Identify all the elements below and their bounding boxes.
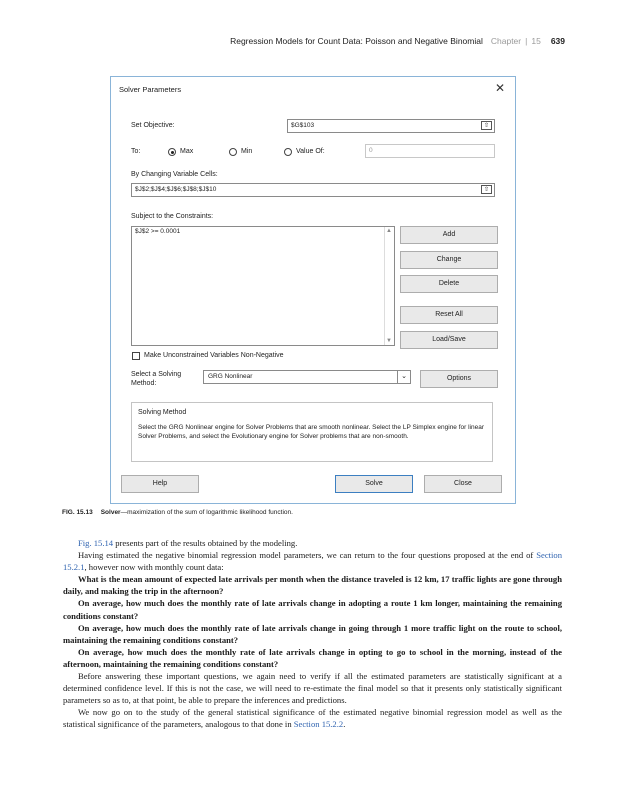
change-button[interactable]: Change: [400, 251, 498, 269]
scroll-up-icon[interactable]: ▲: [386, 228, 392, 234]
running-head: [230, 36, 565, 46]
to-label: To:: [131, 148, 141, 155]
radio-value-of[interactable]: [284, 148, 292, 156]
radio-value-of-label: Value Of:: [296, 148, 325, 155]
scroll-down-icon[interactable]: ▼: [386, 338, 392, 344]
figure-caption: [62, 509, 293, 516]
changing-cells-label: By Changing Variable Cells:: [131, 171, 218, 178]
radio-min[interactable]: [229, 148, 237, 156]
constraints-label: Subject to the Constraints:: [131, 213, 214, 220]
collapse-dialog-icon[interactable]: ⇧: [481, 185, 492, 194]
changing-cells-value: $J$2;$J$4;$J$6;$J$8;$J$10: [135, 186, 217, 193]
section-link[interactable]: Section 15.2.1: [63, 550, 562, 573]
unconstrained-checkbox[interactable]: [132, 352, 140, 360]
constraint-item[interactable]: $J$2 >= 0.0001: [135, 228, 181, 235]
set-objective-input[interactable]: [287, 119, 495, 133]
figure-label: FIG. 15.13: [62, 509, 93, 516]
caption-text: —maximization of the sum of logarithmic likelihood function.: [120, 509, 293, 516]
section-link[interactable]: Section 15.2.2: [293, 719, 344, 730]
paragraph: [63, 537, 562, 549]
paragraph-text: , however now with monthly count data:: [84, 562, 224, 573]
paragraph: [63, 706, 562, 730]
solving-method-label: Select a Solving: [131, 371, 182, 378]
running-head-separator: |: [525, 36, 528, 46]
collapse-dialog-icon[interactable]: ⇧: [481, 121, 492, 130]
chevron-down-icon[interactable]: ⌄: [397, 371, 410, 383]
changing-cells-input[interactable]: [131, 183, 495, 197]
paragraph-text: presents part of the results obtained by the modeling.: [113, 538, 298, 548]
running-head-chapter: Chapter: [490, 36, 522, 46]
body-text: [63, 537, 562, 731]
set-objective-label: Set Objective:: [131, 122, 175, 129]
radio-min-label: Min: [241, 148, 253, 155]
dialog-title: Solver Parameters: [119, 85, 182, 94]
add-button[interactable]: Add: [400, 226, 498, 244]
help-button[interactable]: Help: [121, 475, 199, 493]
solving-method-group: [131, 402, 493, 462]
paragraph: Before answering these important questions, we again need to verify if all the estimated parameters are statistically significant at a determined confidence level. If this is not the case, we will need to re-estimate the final model so that it presents only statistically significant parameters so as to, at that point, be able to prepare the inferences and predictions.: [63, 671, 562, 706]
set-objective-value: $G$103: [291, 122, 315, 129]
question-3: On average, how much does the monthly rate of late arrivals change in going through 1 more traffic light on the route to school, maintaining the remaining conditions constant?: [63, 622, 562, 645]
unconstrained-label: Make Unconstrained Variables Non-Negative: [144, 352, 284, 359]
options-button[interactable]: Options: [420, 370, 498, 388]
paragraph-text: Having estimated the negative binomial regression model parameters, we can return to the four questions proposed at the end of: [78, 550, 537, 561]
solving-method-label-2: Method:: [131, 380, 157, 387]
constraints-list[interactable]: [131, 226, 395, 346]
load-save-button[interactable]: Load/Save: [400, 331, 498, 349]
paragraph: [63, 549, 562, 573]
solver-parameters-dialog: [110, 76, 516, 504]
solving-method-value: GRG Nonlinear: [208, 373, 253, 380]
radio-max[interactable]: [168, 148, 176, 156]
constraints-scrollbar[interactable]: [384, 227, 394, 345]
question-4: On average, how much does the monthly rate of late arrivals change in opting to go to school in the morning, instead of the afternoon, maintaining the remaining conditions constant?: [63, 646, 562, 669]
question-1: What is the mean amount of expected late arrivals per month when the distance traveled is 12 km, 17 traffic lights are gone through daily, and making the trip in the afternoon?: [63, 574, 562, 597]
value-of-input[interactable]: 0: [365, 144, 495, 158]
solve-button[interactable]: Solve: [335, 475, 413, 493]
caption-emphasis: Solver: [100, 509, 121, 516]
figure-link[interactable]: Fig. 15.14: [78, 538, 114, 548]
paragraph-text: We now go on to the study of the general statistical significance of the estimated negative binomial regression model as well as the statistical significance of the parameters, analogous to that done in: [63, 707, 562, 730]
solving-method-description: Select the GRG Nonlinear engine for Solver Problems that are smooth nonlinear. Select the LP Simplex engine for linear Solver Problems, and select the Evolutionary engine for Solver problems that are non-smooth.: [138, 424, 485, 441]
solving-method-title: Solving Method: [138, 409, 187, 416]
close-icon[interactable]: ✕: [494, 81, 505, 95]
radio-max-label: Max: [180, 148, 194, 155]
paragraph-text: .: [343, 719, 346, 730]
page-number: 639: [550, 36, 565, 46]
running-head-chapter-number: 15: [531, 36, 541, 46]
question-2: On average, how much does the monthly rate of late arrivals change in adopting a route 1 km longer, maintaining the remaining conditions constant?: [63, 598, 562, 621]
solving-method-select[interactable]: [203, 370, 411, 384]
close-button[interactable]: Close: [424, 475, 502, 493]
delete-button[interactable]: Delete: [400, 275, 498, 293]
running-head-title: Regression Models for Count Data: Poisson and Negative Binomial: [230, 36, 483, 46]
reset-all-button[interactable]: Reset All: [400, 306, 498, 324]
